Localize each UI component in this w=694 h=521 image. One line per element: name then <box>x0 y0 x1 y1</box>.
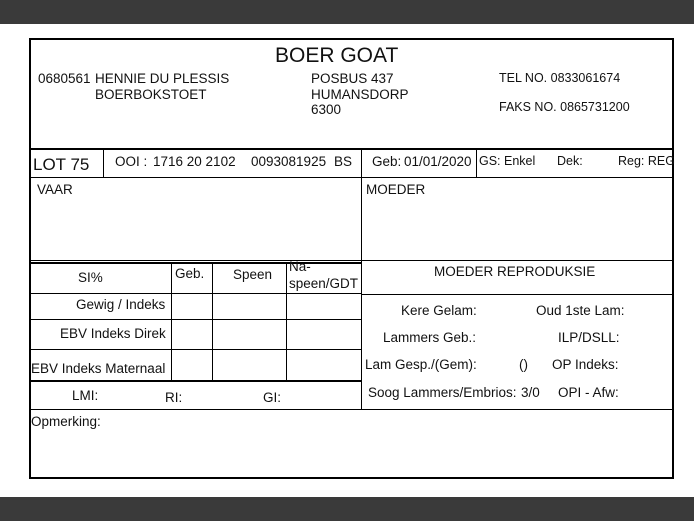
repro-title-divider <box>361 294 674 295</box>
si-col-1 <box>171 262 172 380</box>
si-table-top <box>29 262 362 264</box>
card-title: BOER GOAT <box>275 44 399 67</box>
divider-ooi <box>361 148 362 177</box>
divider-remarks <box>29 409 674 410</box>
divider-geb <box>476 148 477 177</box>
si-col-2 <box>212 262 213 380</box>
divider-parents <box>29 260 674 261</box>
registration-number: 0093081925 <box>251 154 327 169</box>
repro-lam-gesp: Lam Gesp./(Gem): <box>365 357 477 372</box>
repro-soog-lammers: Soog Lammers/Embrios: <box>368 385 517 400</box>
si-row-label-weight: Gewig / Indeks <box>76 297 166 312</box>
lmi-label: LMI: <box>72 388 99 403</box>
address-line-1: POSBUS 437 <box>311 71 394 86</box>
ooi-number: 1716 20 2102 <box>153 154 236 169</box>
repro-ilp-dsll: ILP/DSLL: <box>558 330 620 345</box>
si-header-na: Na- <box>289 259 311 274</box>
address-line-2: HUMANSDORP <box>311 87 409 102</box>
si-header-si: SI% <box>78 270 103 285</box>
stud-name: BOERBOKSTOET <box>95 87 207 102</box>
birth-date: 01/01/2020 <box>404 154 472 169</box>
si-row-label-ebv-direct: EBV Indeks Direk <box>60 326 166 341</box>
lot-number: LOT 75 <box>33 155 90 174</box>
fax: FAKS NO. 0865731200 <box>499 100 630 114</box>
dam-label: MOEDER <box>366 182 426 197</box>
si-table-bottom <box>29 380 362 382</box>
repro-kere-gelam: Kere Gelam: <box>401 303 477 318</box>
si-row-label-ebv-maternal: EBV Indeks Maternaal <box>31 361 166 376</box>
si-header-speen: Speen <box>233 267 273 282</box>
owner-name: HENNIE DU PLESSIS <box>95 71 230 86</box>
si-row-3 <box>29 349 362 350</box>
repro-opi-afw: OPI - Afw: <box>558 385 619 400</box>
divider-lot-row <box>29 177 674 178</box>
dek-label: Dek: <box>557 154 583 168</box>
ooi-label: OOI : <box>115 154 148 169</box>
repro-oud-1ste-lam: Oud 1ste Lam: <box>536 303 625 318</box>
address-line-3: 6300 <box>311 102 342 117</box>
repro-soog-value: 3/0 <box>521 385 540 400</box>
divider-header <box>29 148 674 150</box>
si-header-speen-gdt: speen/GDT <box>289 276 359 291</box>
birth-date-label: Geb: <box>372 154 402 169</box>
repro-lam-gesp-value: () <box>519 357 528 372</box>
member-number: 0680561 <box>38 71 91 86</box>
registration-suffix: BS <box>334 154 353 169</box>
repro-title: MOEDER REPRODUKSIE <box>434 264 596 279</box>
gi-label: GI: <box>263 390 282 405</box>
divider-lot <box>103 148 104 177</box>
reg-label: Reg: REG <box>618 154 675 168</box>
repro-op-indeks: OP Indeks: <box>552 357 619 372</box>
top-border-bar <box>0 0 694 24</box>
bottom-border-bar <box>0 497 694 521</box>
gs-label: GS: Enkel <box>479 154 536 168</box>
si-col-3 <box>286 262 287 380</box>
repro-lammers-geb: Lammers Geb.: <box>383 330 477 345</box>
si-header-geb: Geb. <box>175 266 205 281</box>
si-row-2 <box>29 319 362 320</box>
telephone: TEL NO. 0833061674 <box>499 71 621 85</box>
remarks-label: Opmerking: <box>31 414 101 429</box>
si-row-1 <box>29 293 362 294</box>
sire-label: VAAR <box>37 182 73 197</box>
ri-label: RI: <box>165 390 183 405</box>
